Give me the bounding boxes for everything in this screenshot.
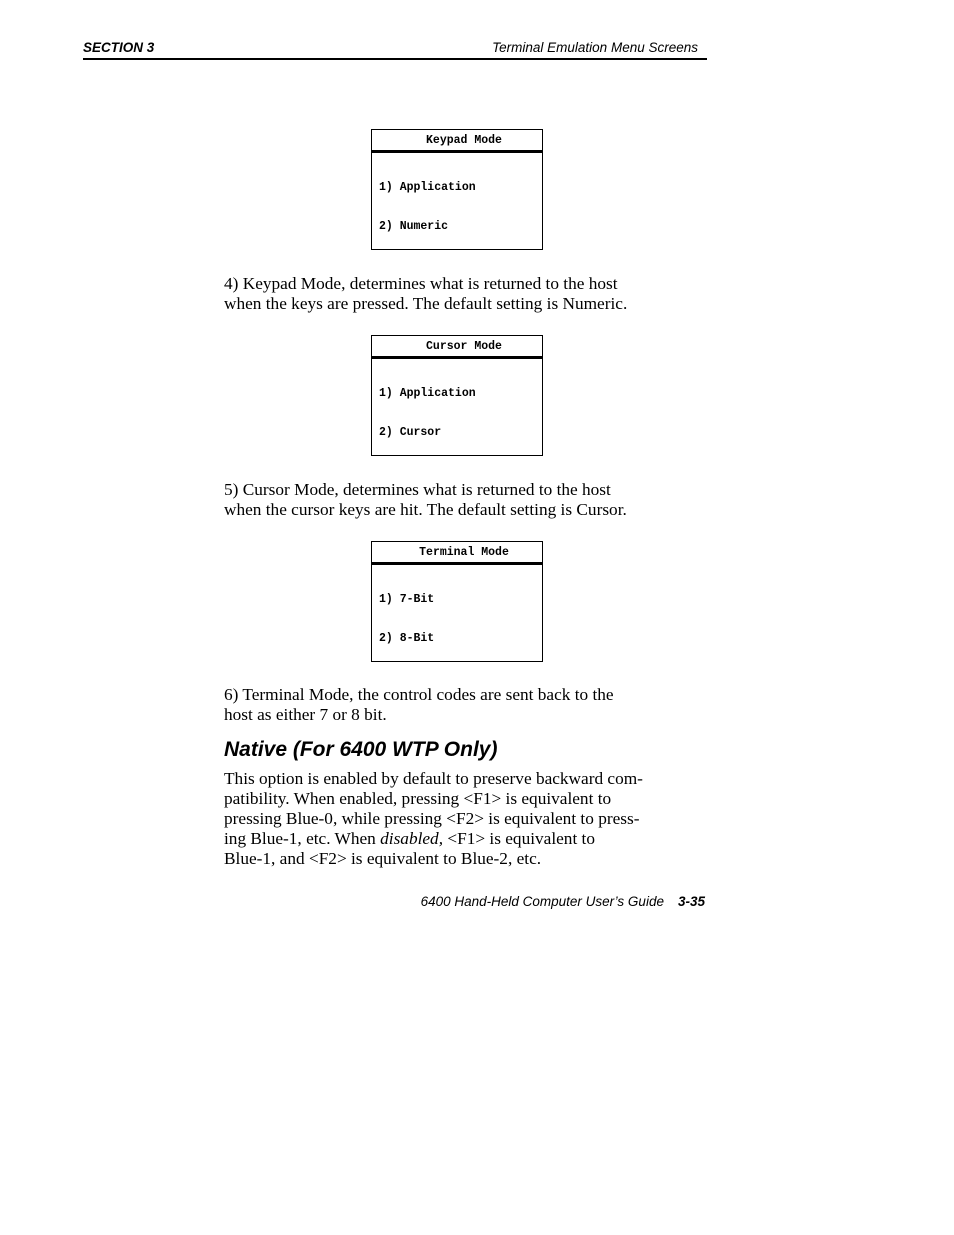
text-line: 6) Terminal Mode, the control codes are sent back to the (224, 685, 614, 704)
guide-title: 6400 Hand-Held Computer User’s Guide (420, 894, 664, 909)
terminal-mode-screen (371, 541, 543, 662)
text-line: 4) Keypad Mode, determines what is returned to the host (224, 274, 618, 293)
text-line: when the cursor keys are hit. The default setting is Cursor. (224, 500, 627, 519)
menu-item-application: 1) Application (379, 181, 476, 194)
text-line: when the keys are pressed. The default setting is Numeric. (224, 294, 628, 313)
text-line: patibility. When enabled, pressing <F1> is equivalent to (224, 789, 612, 808)
menu-item-cursor: 2) Cursor (379, 426, 442, 439)
native-description (224, 769, 714, 869)
text-line: host as either 7 or 8 bit. (224, 705, 387, 724)
screen-title: Cursor Mode (372, 336, 542, 359)
cursor-description (224, 480, 714, 520)
menu-item-application: 1) Application (379, 387, 476, 400)
page-footer (421, 894, 705, 909)
keypad-description (224, 274, 714, 314)
text-line (224, 829, 714, 849)
keypad-mode-screen (371, 129, 543, 250)
menu-item-8-bit: 2) 8-Bit (379, 632, 435, 645)
cursor-mode-screen (371, 335, 543, 456)
text-line: pressing Blue-0, while pressing <F2> is equivalent to press- (224, 809, 640, 828)
terminal-description (224, 685, 714, 725)
screen-title: Terminal Mode (372, 542, 542, 565)
header-title: Terminal Emulation Menu Screens (492, 40, 698, 55)
page-header (83, 39, 707, 60)
screen-title: Keypad Mode (372, 130, 542, 153)
emphasis-disabled: disabled, (380, 829, 444, 848)
text-segment: <F1> is equivalent to (443, 829, 596, 848)
page-number: 3-35 (677, 894, 705, 909)
text-line: This option is enabled by default to preserve backward com- (224, 769, 643, 788)
text-segment: ing Blue-1, etc. When (224, 829, 381, 848)
text-line: 5) Cursor Mode, determines what is returned to the host (224, 480, 611, 499)
section-label: SECTION 3 (83, 40, 155, 55)
menu-item-7-bit: 1) 7-Bit (379, 593, 435, 606)
text-line: Blue-1, and <F2> is equivalent to Blue-2, etc. (224, 849, 542, 868)
menu-item-numeric: 2) Numeric (379, 220, 449, 233)
native-heading: Native (For 6400 WTP Only) (224, 738, 498, 761)
